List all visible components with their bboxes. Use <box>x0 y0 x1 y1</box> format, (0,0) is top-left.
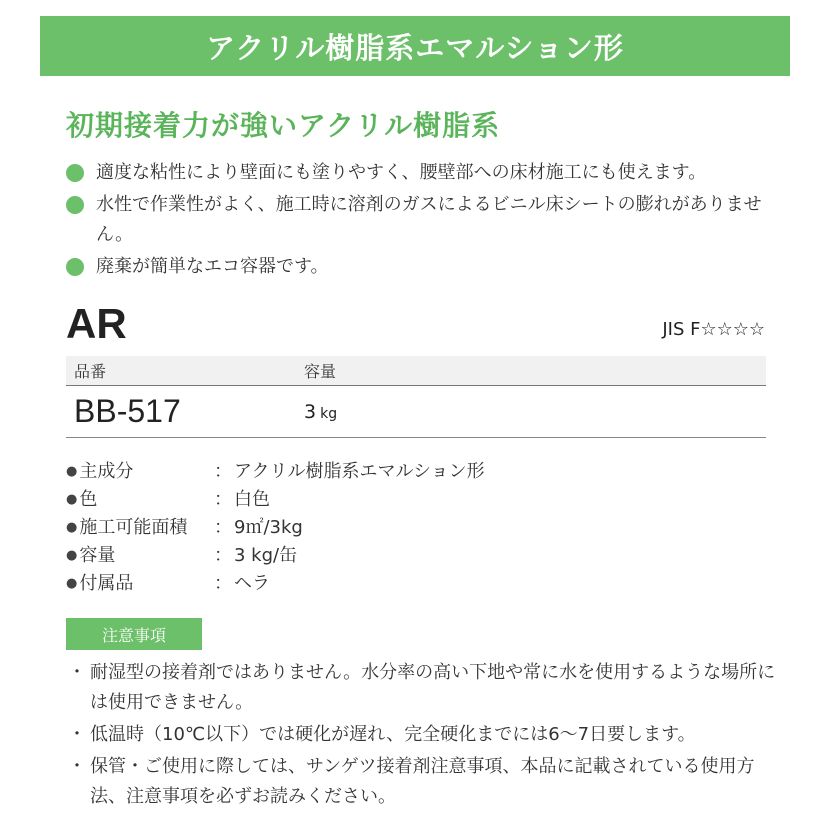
spec-row <box>66 456 485 484</box>
bullet-icon: ・ <box>68 724 86 745</box>
spec-label: ● 主成分 <box>66 457 214 483</box>
banner <box>40 16 790 76</box>
spec-label: ● 付属品 <box>66 569 214 595</box>
spec-label: ● 容量 <box>66 541 214 567</box>
spec-row <box>66 568 485 596</box>
feature-item <box>66 158 786 188</box>
capacity <box>302 401 337 423</box>
caution-item <box>66 752 786 812</box>
bullet-icon: ・ <box>68 756 86 777</box>
bullet-icon: ・ <box>68 662 86 683</box>
feature-item <box>66 190 786 250</box>
caution-text: 保管・ご使用に際しては、サンゲツ接着剤注意事項、本品に記載されている使用方法、注意事項を必ずお読みください。 <box>90 756 755 807</box>
table-header <box>66 356 766 386</box>
spec-label: ● 施工可能面積 <box>66 513 214 539</box>
caution-item <box>66 658 786 718</box>
banner-title: アクリル樹脂系エマルション形 <box>206 30 624 65</box>
jis-rating: JIS F☆☆☆☆ <box>662 319 765 340</box>
spec-row <box>66 540 485 568</box>
green-dot-icon <box>66 164 84 182</box>
product-name: AR <box>66 300 127 347</box>
headline: 初期接着力が強いアクリル樹脂系 <box>66 109 501 142</box>
product-table <box>66 356 766 438</box>
feature-item <box>66 252 786 282</box>
caution-list <box>66 658 786 814</box>
caution-title: 注意事項 <box>66 618 202 650</box>
spec-value: ： ヘラ <box>214 569 270 595</box>
caution-text: 耐湿型の接着剤ではありません。水分率の高い下地や常に水を使用するような場所には使用できません。 <box>90 662 776 713</box>
spec-list <box>66 456 485 596</box>
feature-list <box>66 158 786 282</box>
spec-value: ： 3 kg/缶 <box>214 541 297 567</box>
spec-row <box>66 512 485 540</box>
product-code: BB-517 <box>74 393 181 429</box>
feature-text: 廃棄が簡単なエコ容器です。 <box>96 256 329 277</box>
header-code: 品番 <box>74 362 107 381</box>
green-dot-icon <box>66 196 84 214</box>
spec-value: ： 9㎡/3kg <box>214 513 303 539</box>
spec-value: ： 白色 <box>214 485 270 511</box>
capacity-value: 3 <box>304 400 317 423</box>
header-capacity: 容量 <box>304 362 337 381</box>
feature-text: 水性で作業性がよく、施工時に溶剤のガスによるビニル床シートの膨れがありません。 <box>96 194 762 245</box>
caution-item <box>66 720 786 750</box>
spec-row <box>66 484 485 512</box>
spec-label: ● 色 <box>66 485 214 511</box>
table-row <box>66 386 766 438</box>
capacity-unit: kg <box>320 405 338 422</box>
feature-text: 適度な粘性により壁面にも塗りやすく、腰壁部への床材施工にも使えます。 <box>96 162 707 183</box>
spec-value: ： アクリル樹脂系エマルション形 <box>214 457 485 483</box>
green-dot-icon <box>66 258 84 276</box>
caution-text: 低温時（10℃以下）では硬化が遅れ、完全硬化までには6〜7日要します。 <box>90 724 696 745</box>
